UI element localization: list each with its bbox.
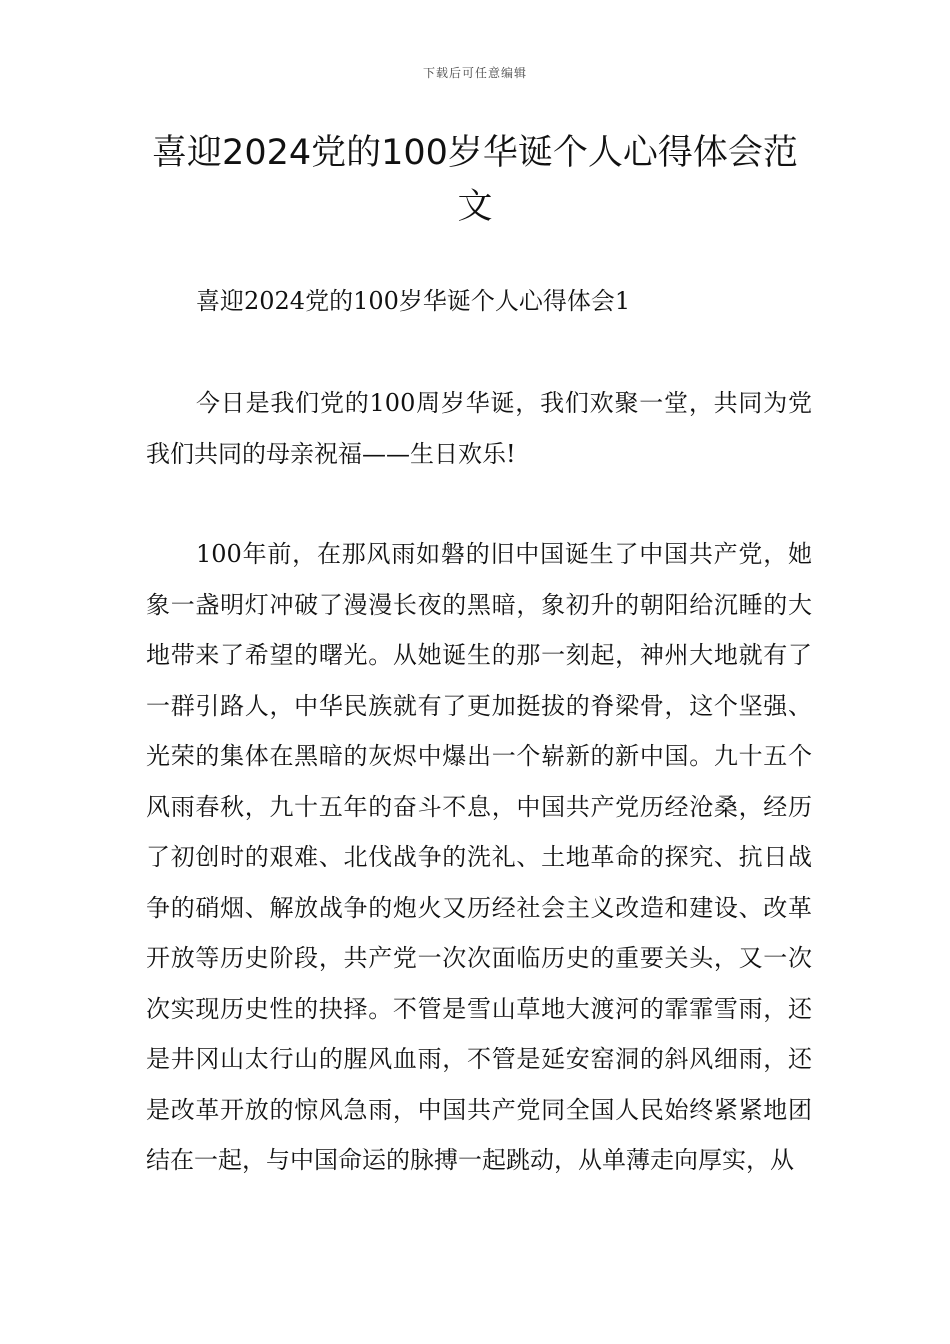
paragraph-1: 今日是我们党的100周岁华诞，我们欢聚一堂，共同为党我们共同的母亲祝福——生日欢乐! [146, 389, 812, 468]
header-note: 下载后可任意编辑 [422, 66, 527, 80]
paragraph-2: 100年前，在那风雨如磐的旧中国诞生了中国共产党，她象一盏明灯冲破了漫漫长夜的黑暗，象初升的朝阳给沉睡的大地带来了希望的曙光。从她诞生的那一刻起，神州大地就有了一群引路人，中华民族就有了更加挺拔的脊梁骨，这个坚强、光荣的集体在黑暗的灰烬中爆出一个崭新的新中国。九十五个风雨春秋，九十五年的奋斗不息，中国共产党历经沧桑，经历了初创时的艰难、北伐战争的洗礼、土地革命的探究、抗日战争的硝烟、解放战争的炮火又历经社会主义改造和建设、改革开放等历史阶段，共产党一次次面临历史的重要关头，又一次次实现历史性的抉择。不管是雪山草地大渡河的霏霏雪雨，还是井冈山太行山的腥风血雨，不管是延安窑洞的斜风细雨，还是改革开放的惊风急雨，中国共产党同全国人民始终紧紧地团结在一起，与中国命运的脉搏一起跳动，从单薄走向厚实，从 [146, 540, 812, 1174]
document-subtitle: 喜迎2024党的100岁华诞个人心得体会1 [196, 287, 631, 315]
document-title: 喜迎2024党的100岁华诞个人心得体会范文 [152, 133, 798, 227]
